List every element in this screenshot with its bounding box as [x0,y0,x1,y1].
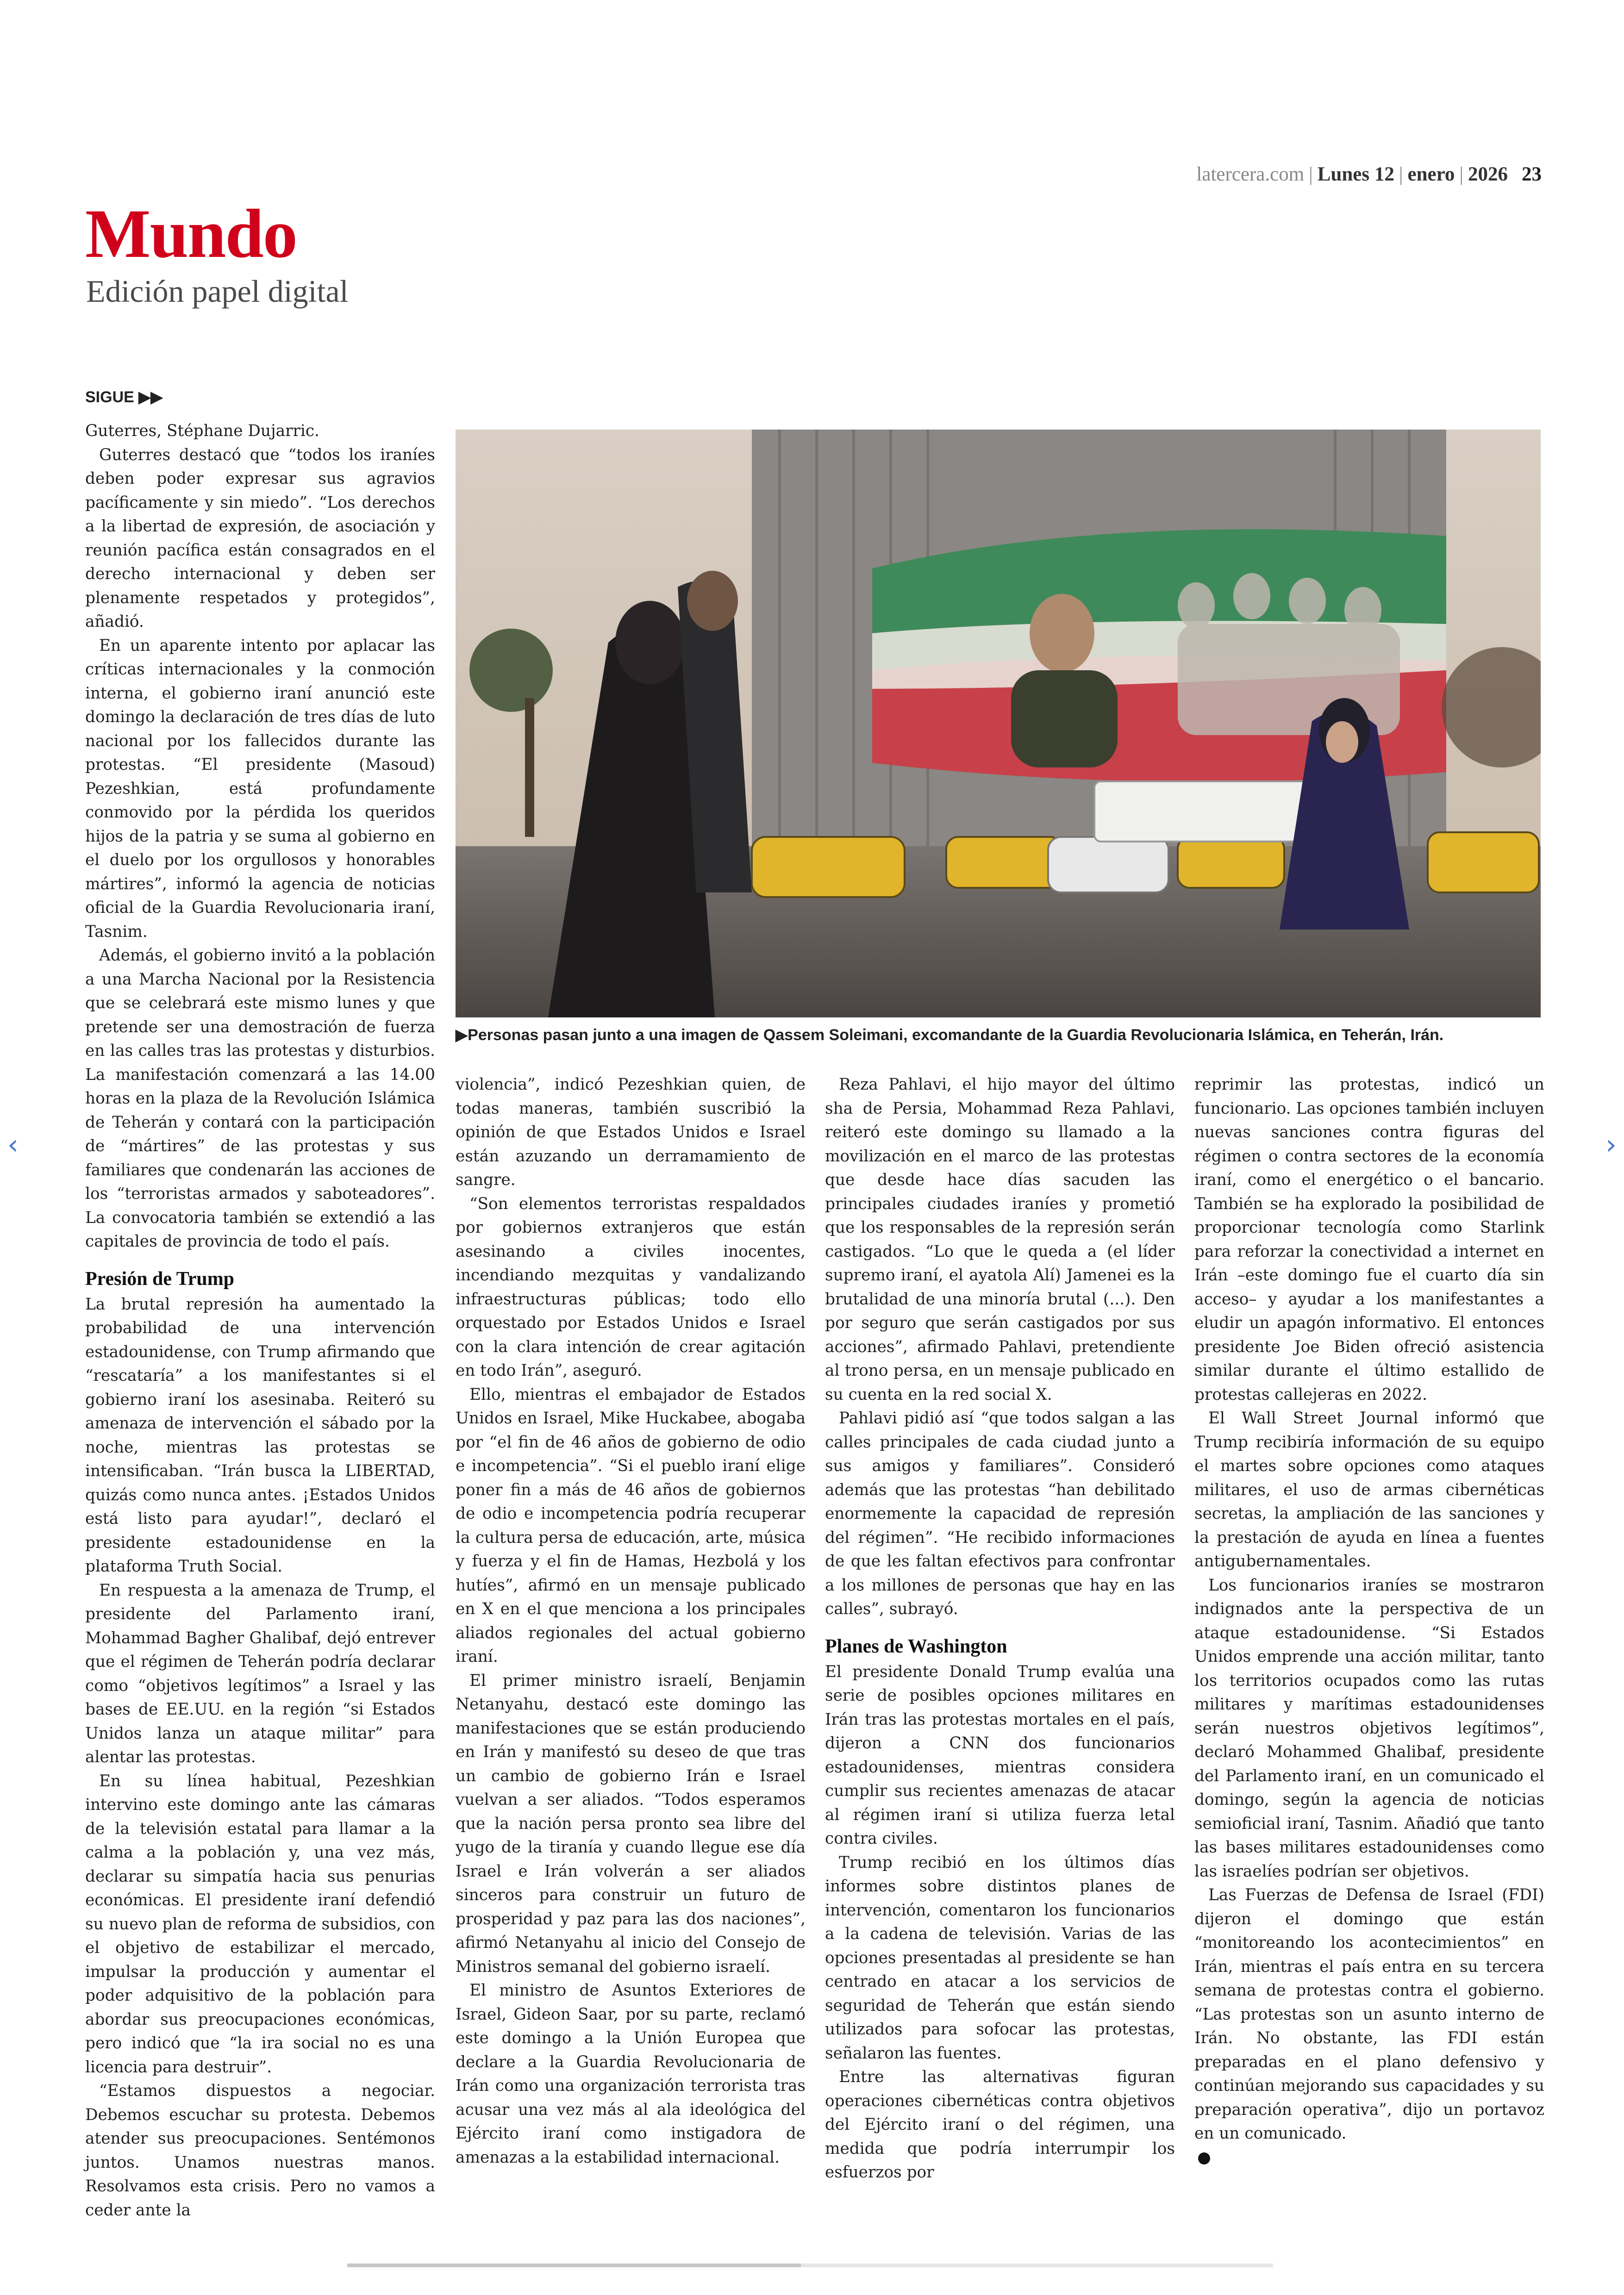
article-column-3 [825,1073,1175,2185]
paragraph: El ministro de Asuntos Exteriores de Israel, Gideon Saar, por su parte, reclamó este domingo a la Unión Europea que declare a la Guardia Revolucionaria de Irán como una organización terrorista tras acusar una vez más al ala ideológica del Ejército iraní como instigadora de amenazas a la estabilidad internacional. [456,1981,806,2167]
paragraph: Pahlavi pidió así “que todos salgan a las calles principales de cada ciudad junto a sus amigos y familiares”. Consideró además que las protestas “han debilitado enormemente la capacidad de represión del régimen”. “He recibido informaciones de que les faltan efectivos para confrontar a los millones de personas que hay en las calles”, subrayó. [825,1409,1175,1618]
scrollbar-thumb[interactable] [347,2264,801,2267]
article-column-4 [1194,1073,1544,2170]
paragraph: reprimir las protestas, indicó un funcionario. Las opciones también incluyen nuevas sanciones contra figuras del régimen o contra sectores de la economía iraní, como el energético o el bancario. También se ha explorado la posibilidad de proporcionar tecnología como Starlink para reforzar la conectividad a internet en Irán –este domingo fue el cuarto día sin acceso– y ayudar a los manifestantes a eludir un apagón informativo. El entonces presidente Joe Biden ofreció asistencia similar durante el último estallido de protestas callejeras en 2022. [1194,1075,1544,1404]
header-month: enero [1407,163,1455,185]
section-title: Mundo [85,195,297,272]
paragraph: En respuesta a la amenaza de Trump, el presidente del Parlamento iraní, Mohammad Bagher Ghalibaf, dejó entrever que el régimen de Teherán podría declarar como “objetivos legítimos” a Israel y las bases de EE.UU. en la región “si Estados Unidos lanza un ataque militar” para alentar las protestas. [85,1581,435,1766]
paragraph: Guterres destacó que “todos los iraníes deben poder expresar sus agravios pacíficamente y sin miedo”. “Los derechos a la libertad de expresión, de asociación y reunión pacífica están consagrados en el derecho internacional y deben ser plenamente respetados y protegidos”, añadió. [85,445,435,631]
paragraph: Guterres, Stéphane Dujarric. [85,422,319,440]
paragraph: Los funcionarios iraníes se mostraron indignados ante la perspectiva de un ataque estadounidense. “Si Estados Unidos emprende una acción militar, tanto los territorios ocupados como las rutas militares y marítimas estadounidenses serán nuestros objetivos legítimos”, declaró Mohammed Ghalibaf, presidente del Parlamento iraní, en un comunicado el domingo, según la agencia de noticias semioficial iraní, Tasnim. Añadió que tanto las bases militares estadounidenses como las israelíes podrían ser objetivos. [1194,1576,1544,1881]
header-day: Lunes 12 [1317,163,1394,185]
paragraph: El presidente Donald Trump evalúa una serie de posibles opciones militares en Irán tras las protestas mortales en el país, dijeron a CNN dos funcionarios estadounidenses, mientras considera cumplir sus recientes amenazas de atacar al régimen iraní si utiliza fuerza letal contra civiles. [825,1662,1175,1848]
paragraph: “Son elementos terroristas respaldados por gobiernos extranjeros que están asesinando a civiles inocentes, incendiando mezquitas y vandalizando infraestructuras públicas; todo ello orquestado por Estados Unidos e Israel con la clara intención de crear agitación en todo Irán”, aseguró. [456,1194,806,1380]
paragraph: Las Fuerzas de Defensa de Israel (FDI) dijeron el domingo que están “monitoreando los acontecimientos” en Irán, mientras el país entra en su tercera semana de protestas contra el gobierno. “Las protestas son un asunto interno de Irán. No obstante, las FDI están preparadas en el plano defensivo y continúan mejorando sus capacidades y su preparación operativa”, dijo un portavoz en un comunicado. [1194,1886,1544,2143]
page-header-meta: latercera.com | Lunes 12 | enero | 2026 23 [1196,163,1542,185]
subheading: Planes de Washington [825,1635,1007,1657]
paragraph: “Estamos dispuestos a negociar. Debemos escuchar su protesta. Debemos atender sus preocupaciones. Sentémonos juntos. Unamos nuestras manos. Resolvamos esta crisis. Pero no vamos a ceder ante la [85,2082,435,2220]
end-of-article-mark [1198,2152,1210,2164]
subheading: Presión de Trump [85,1268,235,1290]
article-column-1 [85,419,435,2222]
photo-caption: ▶Personas pasan junto a una imagen de Qassem Soleimani, excomandante de la Guardia Revolucionaria Islámica, en Teherán, Irán. [456,1026,1444,1044]
paragraph: Ello, mientras el embajador de Estados Unidos en Israel, Mike Huckabee, abogaba por “el fin de 46 años de gobierno de odio e incompetencia”. “Si el pueblo iraní elige poner fin a más de 46 años de gobiernos de odio e incompetencia podría recuperar la cultura persa de educación, arte, música y fuerza y el fin de Hamas, Hezbolá y los hutíes”, afirmó en un mensaje publicado en X en el que menciona a los principales aliados regionales del actual gobierno iraní. [456,1385,806,1666]
header-year: 2026 [1468,163,1508,185]
paragraph: La brutal represión ha aumentado la probabilidad de una intervención estadounidense, con Trump afirmando que “rescataría” a los manifestantes si el gobierno iraní los asesinaba. Reiteró su amenaza de intervención el sábado por la noche, mientras las protestas se intensificaban. “Irán busca la LIBERTAD, quizás como nunca antes. ¡Estados Unidos está listo para ayudar!”, declaró el presidente estadounidense en la plataforma Truth Social. [85,1295,435,1576]
article-column-2 [456,1073,806,2170]
article-photo [456,430,1541,1017]
paragraph: En un aparente intento por aplacar las críticas internacionales y la conmoción interna, el gobierno iraní anunció este domingo la declaración de tres días de luto nacional por los fallecidos durante las protestas. “El presidente (Masoud) Pezeshkian, está profundamente conmovido por la pérdida los queridos hijos de la patria y se suma al gobierno en el duelo por los orgullosos y honorables mártires”, informó la agencia de noticias oficial de la Guardia Revolucionaria iraní, Tasnim. [85,636,435,941]
paragraph: En su línea habitual, Pezeshkian intervino este domingo ante las cámaras de la televisión estatal para llamar a la calma a la población y, una vez más, declarar su simpatía hacia sus penurias económicas. El presidente iraní defendió su nuevo plan de reforma de subsidios, con el objetivo de estabilizar el mercado, impulsar la producción y aumentar el poder adquisitivo de la población para abordar sus preocupaciones económicas, pero indicó que “la ira social no es una licencia para destruir”. [85,1771,435,2077]
paragraph: Reza Pahlavi, el hijo mayor del último sha de Persia, Mohammad Reza Pahlavi, reiteró este domingo su llamado a la movilización en el marco de las protestas que desde hace días sacuden las principales ciudades iraníes y prometió que los responsables de la represión serán castigados. “Lo que le queda a (el líder supremo iraní, el ayatola Alí) Jamenei es la brutalidad de una minoría brutal (...). Den por seguro que serán castigados por sus acciones”, afirmado Pahlavi, pretendiente al trono persa, en un mensaje publicado en su cuenta en la red social X. [825,1075,1175,1404]
paragraph: violencia”, indicó Pezeshkian quien, de todas maneras, también suscribió la opinión de que Estados Unidos e Israel están azuzando un derramamiento de sangre. [456,1075,806,1189]
next-page-button[interactable]: › [1605,1129,1617,1161]
paragraph: El primer ministro israelí, Benjamin Netanyahu, destacó este domingo las manifestaciones que se están produciendo en Irán y manifestó su deseo de que tras un cambio de gobierno Irán e Israel vuelvan a ser aliados. “Todos esperamos que la nación persa pronto sea libre del yugo de la tiranía y cuando llegue ese día Israel e Irán volverán a ser aliados sinceros para construir un futuro de prosperidad y paz para las dos naciones”, afirmó Netanyahu al inicio del Consejo de Ministros semanal del gobierno israelí. [456,1671,806,1976]
continue-label: SIGUE ▶▶ [85,388,163,406]
section-subtitle: Edición papel digital [86,274,349,309]
paragraph: Además, el gobierno invitó a la población a una Marcha Nacional por la Resistencia que se celebrará este mismo lunes y que pretende ser una demostración de fuerza en las calles tras las protestas y disturbios. La manifestación comenzará a las 14.00 horas en la plaza de la Revolución Islámica de Teherán y contará con la participación de “mártires” de las protestas y sus familiares que condenarán las acciones de los “terroristas armados y saboteadores”. La convocatoria también se extendió a las capitales de provincia de todo el país. [85,946,435,1251]
paragraph: Trump recibió en los últimos días informes sobre distintos planes de intervención, comentaron los funcionarios a la cadena de televisión. Varias de las opciones presentadas al presidente se han centrado en atacar a los servicios de seguridad de Teherán que están siendo utilizados para sofocar las protestas, señalaron las fuentes. [825,1853,1175,2063]
paragraph: El Wall Street Journal informó que Trump recibiría información de su equipo el martes sobre opciones como ataques militares, el uso de armas cibernéticas secretas, la ampliación de las sanciones y la prestación de ayuda en línea a fuentes antigubernamentales. [1194,1409,1544,1571]
site-name: latercera.com [1196,163,1305,185]
photo-illustration [456,430,1541,1017]
page-number: 23 [1522,163,1542,185]
paragraph: Entre las alternativas figuran operaciones cibernéticas contra objetivos del Ejército iraní o del régimen, una medida que podría interrumpir los esfuerzos por [825,2068,1175,2182]
previous-page-button[interactable]: ‹ [7,1129,19,1161]
horizontal-scrollbar[interactable] [347,2264,1273,2267]
